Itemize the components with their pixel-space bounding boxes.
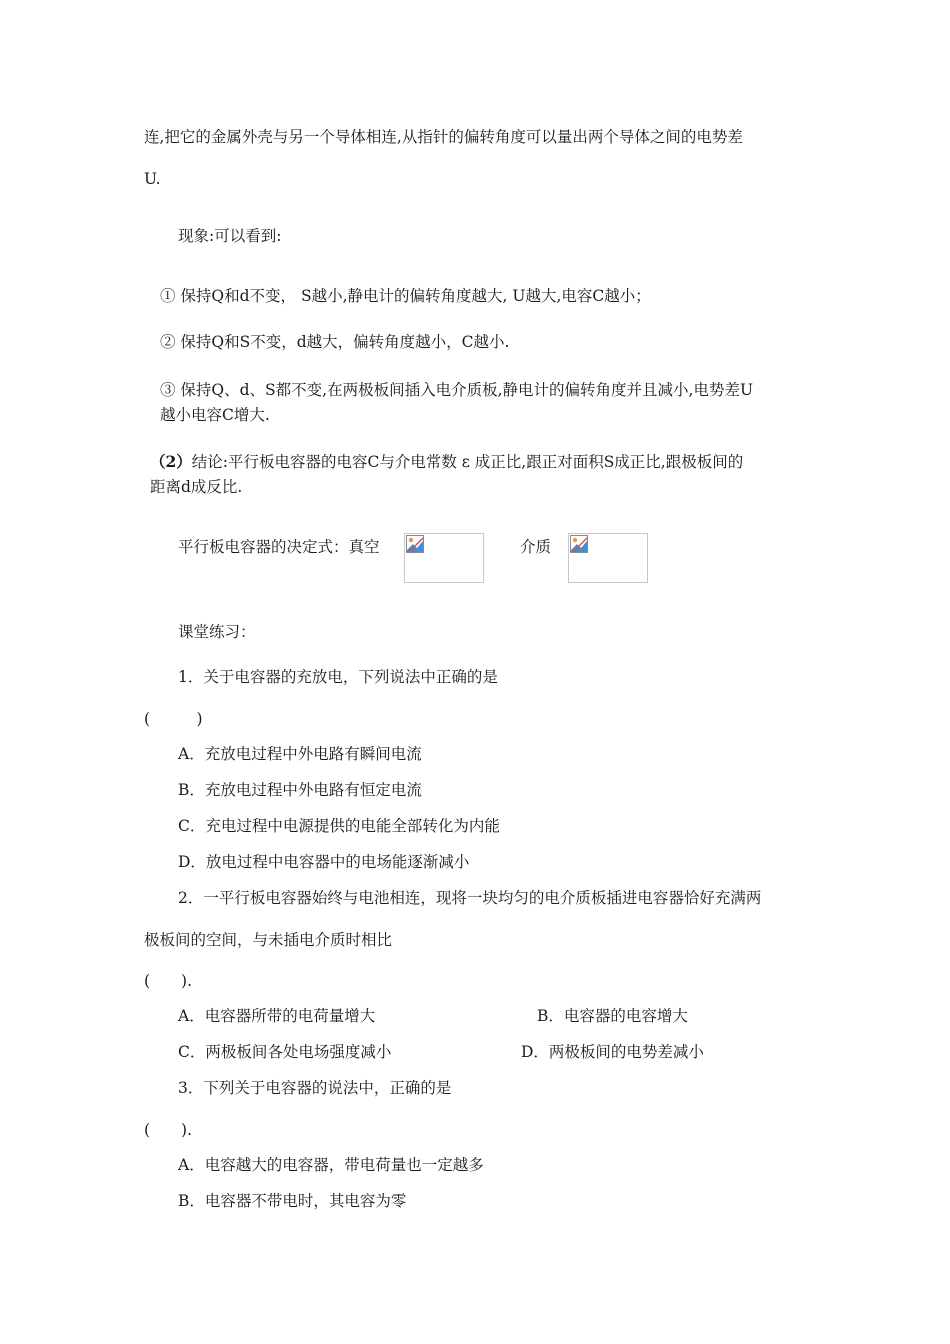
- phenomenon-heading: 现象:可以看到:: [178, 227, 282, 245]
- q2-option-a: A．电容器所带的电荷量增大: [178, 1007, 376, 1025]
- q3-stem: 3．下列关于电容器的说法中，正确的是: [178, 1079, 452, 1097]
- q2-stem-line-1: 2．一平行板电容器始终与电池相连，现将一块均匀的电介质板插进电容器恰好充满两: [178, 889, 762, 907]
- q3-option-b: B．电容器不带电时，其电容为零: [178, 1192, 407, 1210]
- broken-image-icon: [406, 535, 424, 553]
- conclusion-line-2: 距离d成反比.: [150, 478, 243, 496]
- q1-option-a: A．充放电过程中外电路有瞬间电流: [178, 745, 422, 763]
- exercise-heading: 课堂练习：: [178, 623, 256, 641]
- medium-formula-image: [568, 533, 648, 583]
- continuation-line-1: 连,把它的金属外壳与另一个导体相连,从指针的偏转角度可以量出两个导体之间的电势差: [144, 128, 743, 146]
- q2-answer-paren: ( ).: [144, 972, 193, 990]
- q1-option-b: B．充放电过程中外电路有恒定电流: [178, 781, 422, 799]
- q3-answer-paren: ( ).: [144, 1121, 193, 1139]
- phenomenon-item-1: ① 保持Q和d不变， S越小,静电计的偏转角度越大, U越大,电容C越小；: [160, 287, 651, 305]
- continuation-line-2: U.: [144, 170, 161, 188]
- q2-option-b: B．电容器的电容增大: [537, 1007, 688, 1025]
- q2-option-d: D．两极板间的电势差减小: [521, 1043, 704, 1061]
- formula-label: 平行板电容器的决定式：真空: [178, 538, 380, 556]
- q1-option-d: D．放电过程中电容器中的电场能逐渐减小: [178, 853, 470, 871]
- formula-medium-label: 介质: [520, 538, 552, 556]
- q2-option-c: C．两极板间各处电场强度减小: [178, 1043, 392, 1061]
- phenomenon-item-3: ③ 保持Q、d、S都不变,在两极板间插入电介质板,静电计的偏转角度并且减小,电势差U: [160, 381, 754, 399]
- conclusion-line-1: [150, 452, 743, 472]
- phenomenon-item-3-cont: 越小电容C增大.: [160, 406, 270, 424]
- phenomenon-item-2: ② 保持Q和S不变，d越大，偏转角度越小，C越小.: [160, 333, 510, 351]
- q1-answer-paren: ( ): [144, 710, 203, 728]
- vacuum-formula-image: [404, 533, 484, 583]
- q1-option-c: C．充电过程中电源提供的电能全部转化为内能: [178, 817, 500, 835]
- q3-option-a: A．电容越大的电容器，带电荷量也一定越多: [178, 1156, 484, 1174]
- q2-stem-line-2: 极板间的空间，与未插电介质时相比: [144, 931, 393, 949]
- broken-image-icon: [570, 535, 588, 553]
- conclusion-label: （2）: [150, 452, 192, 471]
- conclusion-text: 结论:平行板电容器的电容C与介电常数 ε 成正比,跟正对面积S成正比,跟极板间的: [191, 453, 744, 471]
- q1-stem: 1．关于电容器的充放电，下列说法中正确的是: [178, 668, 498, 686]
